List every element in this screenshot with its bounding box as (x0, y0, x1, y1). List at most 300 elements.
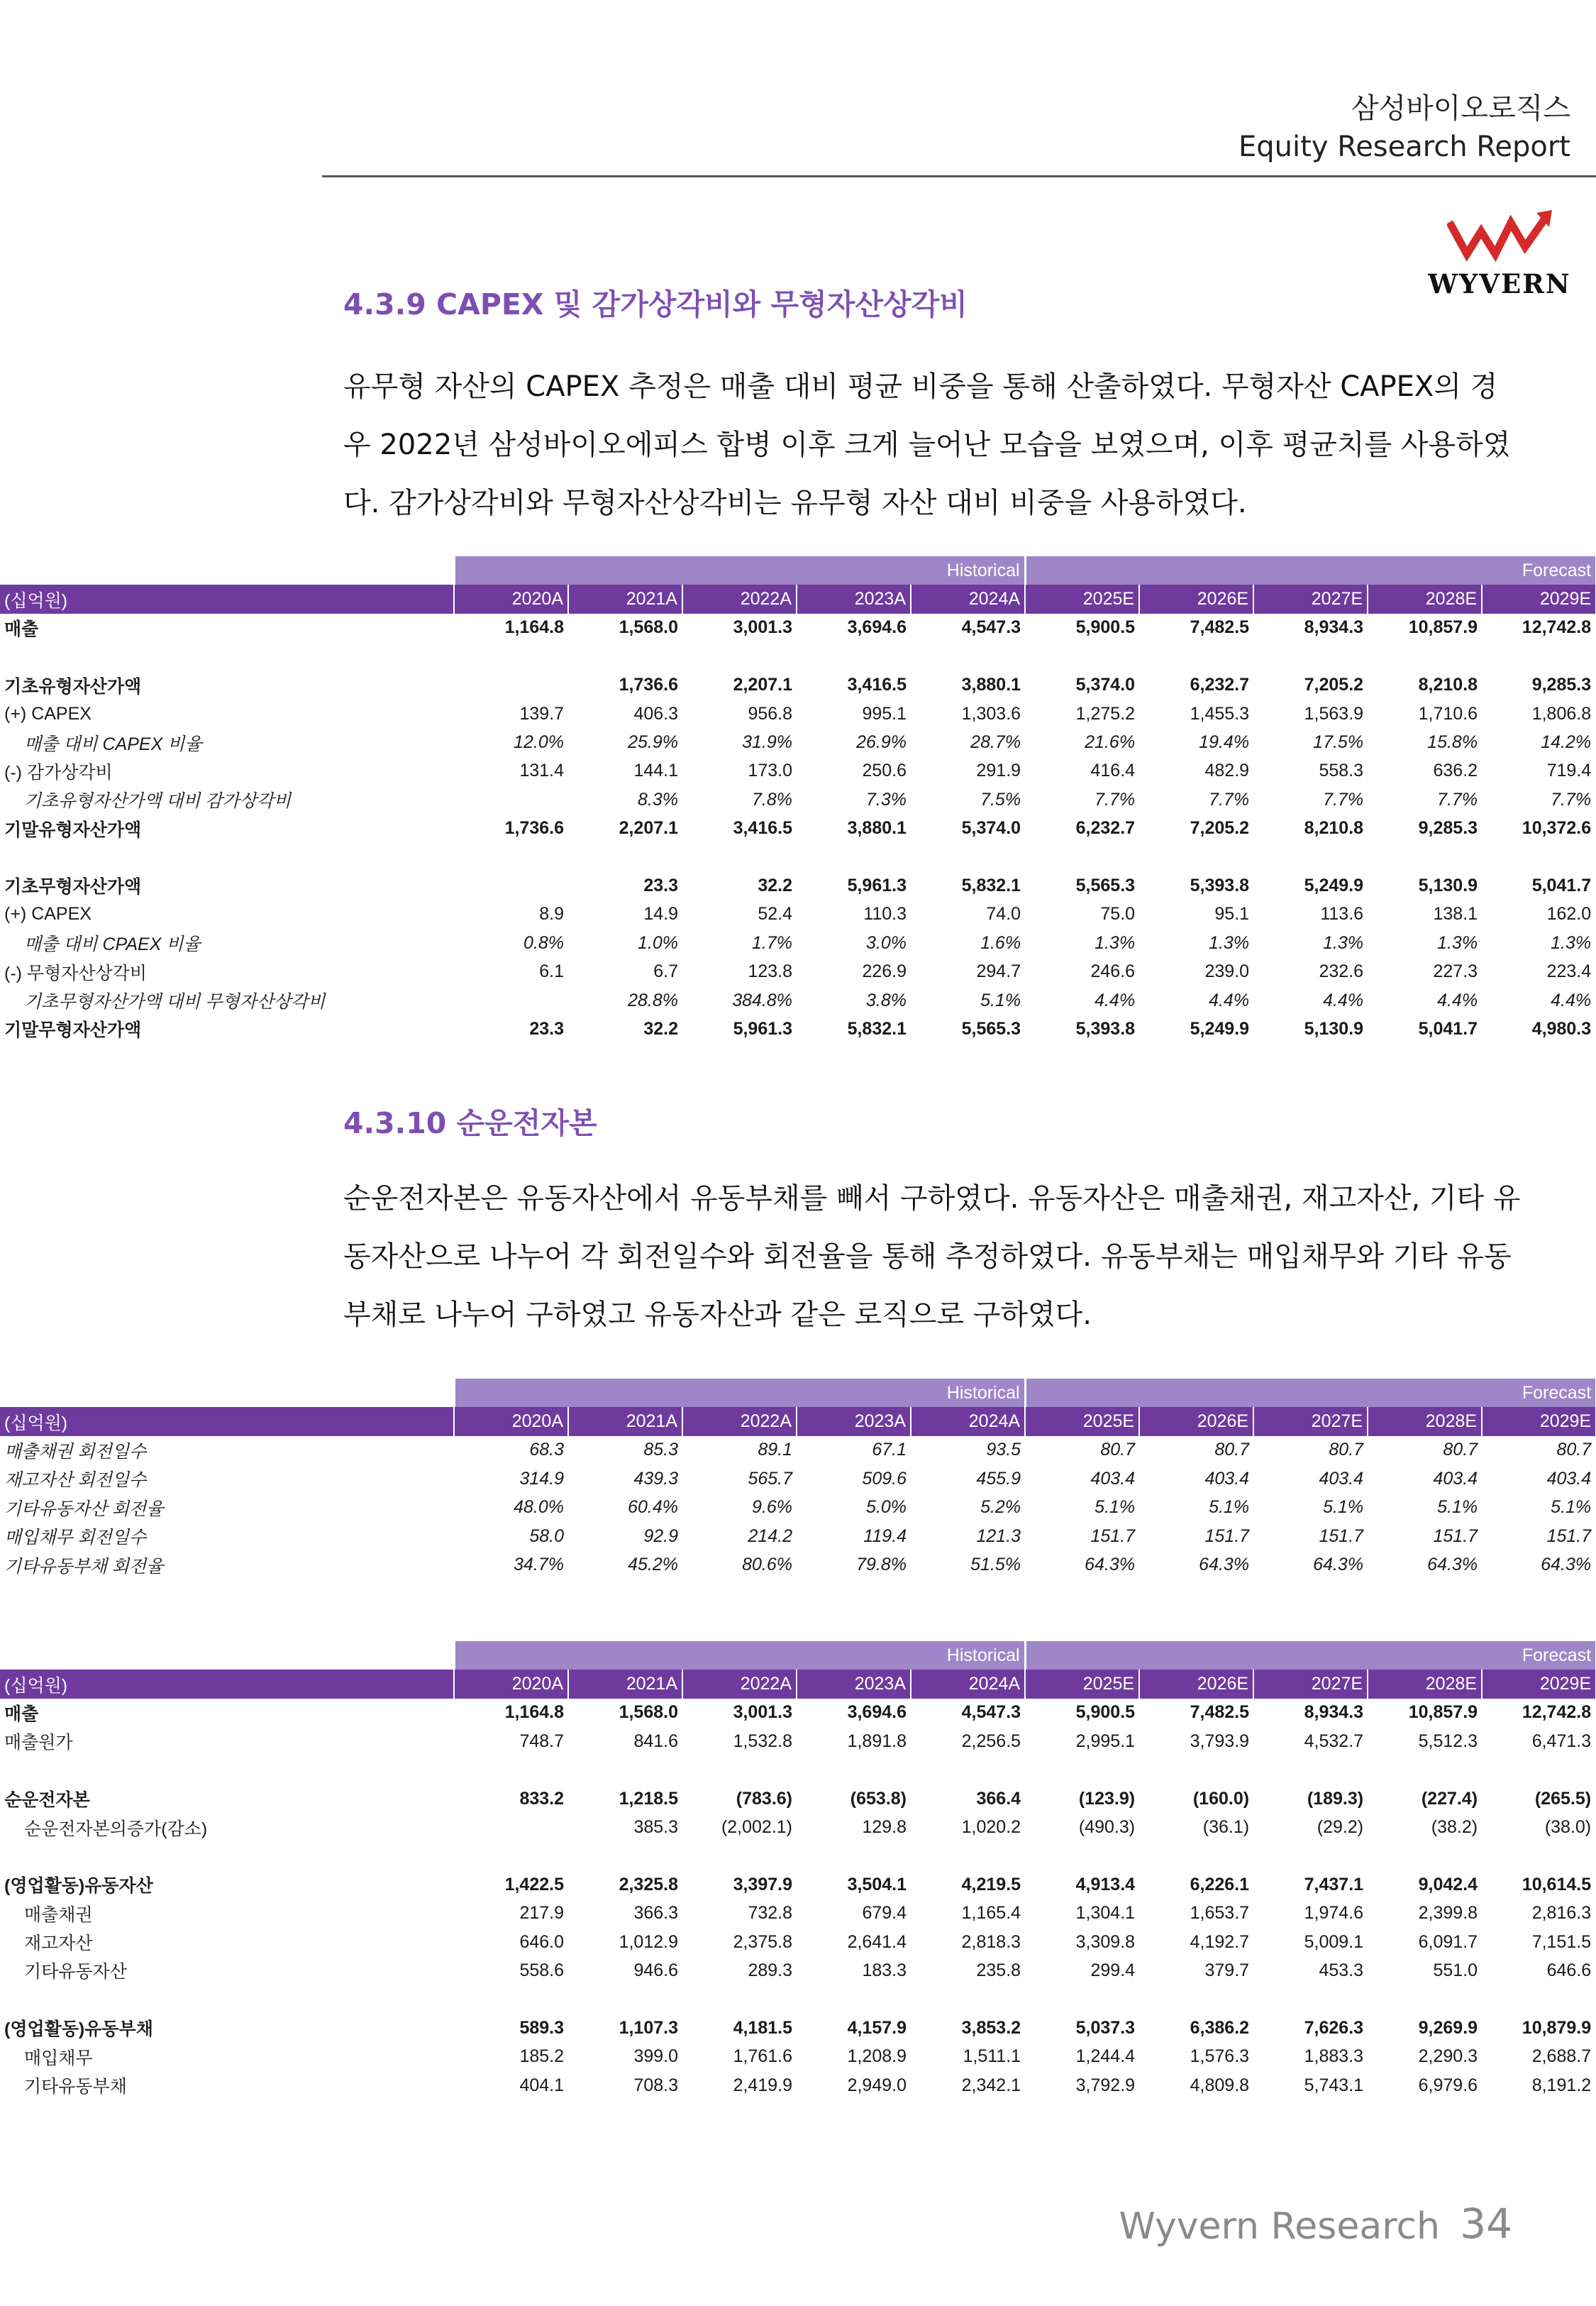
value-cell: 589.3 (519, 2017, 564, 2038)
value-cell: 110.3 (863, 904, 907, 925)
unit-label: (십억원) (0, 1407, 454, 1435)
value-cell: 1.0% (638, 932, 678, 953)
value-cell: 732.8 (748, 1903, 792, 1924)
value-cell: 4,547.3 (961, 617, 1021, 638)
value-cell: 1.7% (752, 932, 792, 953)
row-label: 기말유형자산가액 (4, 820, 142, 840)
value-cell: 9,285.3 (1531, 675, 1592, 695)
value-cell: 5,393.8 (1075, 1018, 1136, 1039)
value-cell: 232.6 (1319, 961, 1364, 982)
value-cell: 4,219.5 (961, 1874, 1021, 1894)
value-cell: 5,832.1 (847, 1018, 907, 1039)
value-cell (1139, 642, 1253, 671)
value-cell: 1,568.0 (619, 617, 678, 638)
blank-cell (0, 1641, 454, 1670)
value-cell: 64.3% (1427, 1555, 1478, 1575)
table-row (0, 1784, 1595, 1813)
value-cell: 80.6% (742, 1555, 792, 1575)
row-label: 매출 (4, 619, 39, 639)
value-cell: 3,416.5 (733, 818, 792, 839)
value-cell: 7.7% (1437, 789, 1478, 810)
value-cell: 123.8 (748, 961, 792, 982)
value-cell (1139, 843, 1253, 871)
value-cell: 8,191.2 (1531, 2075, 1592, 2095)
value-cell: 455.9 (976, 1468, 1021, 1489)
value-cell: 708.3 (633, 2075, 678, 2095)
value-cell (1139, 1985, 1253, 2014)
spacer-row (0, 843, 1595, 871)
table-row (0, 1899, 1595, 1928)
value-cell: 173.0 (748, 761, 792, 781)
value-cell (682, 1985, 797, 2014)
row-label: 기초무형자산가액 (4, 877, 142, 898)
value-cell: 4,547.3 (961, 1702, 1021, 1723)
value-cell: 5,037.3 (1075, 2017, 1136, 2038)
value-cell: 5,743.1 (1304, 2075, 1364, 2095)
year-cell: 2020A (454, 1407, 568, 1435)
value-cell (1368, 843, 1482, 871)
value-cell: 223.4 (1546, 961, 1592, 982)
row-label: 매출 (4, 1704, 39, 1724)
value-cell: 226.9 (862, 961, 907, 982)
value-cell (1139, 1756, 1253, 1784)
year-cell: 2025E (1025, 1407, 1139, 1435)
value-cell: 2,290.3 (1418, 2046, 1478, 2067)
table-row (0, 1550, 1595, 1579)
value-cell: 64.3% (1541, 1555, 1592, 1575)
value-cell: 558.3 (1319, 761, 1364, 781)
value-cell: (265.5) (1534, 1788, 1592, 1809)
value-cell: 2,399.8 (1418, 1903, 1478, 1924)
value-cell (1368, 1985, 1482, 2014)
working-capital-table (0, 1641, 1595, 2100)
forecast-header: Forecast (1025, 1641, 1595, 1670)
value-cell: 403.4 (1319, 1468, 1364, 1489)
value-cell: 4,157.9 (847, 2017, 907, 2038)
row-label (0, 1842, 454, 1870)
row-label (0, 642, 454, 671)
value-cell: 1,761.6 (733, 2046, 792, 2067)
value-cell (1025, 642, 1139, 671)
value-cell: 551.0 (1433, 1960, 1478, 1980)
table-row (0, 957, 1595, 986)
value-cell: 636.2 (1433, 761, 1478, 781)
value-cell: 3,793.9 (1190, 1731, 1250, 1751)
value-cell: 4,192.7 (1190, 1931, 1250, 1952)
value-cell: 646.0 (519, 1931, 564, 1952)
value-cell: (189.3) (1307, 1788, 1364, 1809)
row-label: 매출채권 회전일수 (4, 1441, 147, 1462)
value-cell (911, 1756, 1025, 1784)
value-cell: 14.9 (643, 904, 678, 925)
row-label: (-) 감가상각비 (4, 762, 113, 783)
value-cell: 4.4% (1323, 990, 1364, 1010)
value-cell: 294.7 (976, 961, 1021, 982)
value-cell: 1.3% (1437, 932, 1478, 953)
value-cell (568, 1985, 682, 2014)
value-cell: 7.3% (866, 789, 907, 810)
value-cell: 75.0 (1100, 904, 1136, 925)
value-cell (568, 1842, 682, 1870)
logo-text: WYVERN (1428, 268, 1571, 299)
value-cell: 1.6% (980, 932, 1021, 953)
table-year-header (0, 585, 1595, 613)
value-cell: (490.3) (1078, 1817, 1136, 1838)
value-cell: (653.8) (850, 1788, 907, 1809)
value-cell: 4,980.3 (1531, 1018, 1592, 1039)
year-cell: 2023A (797, 585, 911, 613)
value-cell: 7,482.5 (1190, 617, 1250, 638)
value-cell: 2,995.1 (1075, 1731, 1136, 1751)
value-cell: 80.7 (1556, 1440, 1592, 1460)
blank-cell (0, 1379, 454, 1407)
value-cell (682, 642, 797, 671)
row-label: (영업활동)유동부채 (4, 2019, 153, 2040)
unit-label: (십억원) (0, 585, 454, 613)
value-cell: 64.3% (1085, 1555, 1136, 1575)
value-cell: 28.7% (970, 732, 1021, 753)
table-row (0, 815, 1595, 843)
value-cell: 6,091.7 (1418, 1931, 1478, 1952)
value-cell: 5,374.0 (961, 818, 1021, 839)
value-cell: 956.8 (748, 703, 792, 724)
value-cell: 1,422.5 (504, 1874, 564, 1894)
value-cell: 1,806.8 (1531, 703, 1592, 724)
value-cell: 60.4% (628, 1497, 678, 1518)
value-cell (454, 1813, 568, 1841)
value-cell: 289.3 (748, 1960, 792, 1980)
value-cell: 406.3 (633, 703, 678, 724)
table-row (0, 757, 1595, 785)
value-cell: 5,565.3 (961, 1018, 1021, 1039)
row-label: (+) CAPEX (4, 703, 92, 724)
row-label: 기타유동부채 회전율 (4, 1556, 164, 1577)
value-cell: 235.8 (976, 1960, 1021, 1980)
spacer-row (0, 1756, 1595, 1784)
value-cell: 52.4 (758, 904, 792, 925)
row-label: 기초유형자산가액 대비 감가상각비 (24, 791, 292, 812)
year-cell: 2027E (1253, 1407, 1368, 1435)
value-cell: 1,275.2 (1075, 703, 1136, 724)
value-cell: 453.3 (1319, 1960, 1364, 1980)
row-label: 기초무형자산가액 대비 무형자산상각비 (24, 992, 326, 1013)
value-cell: 185.2 (519, 2046, 564, 2067)
table-row (0, 986, 1595, 1015)
value-cell: 5,009.1 (1304, 1931, 1364, 1952)
historical-header: Historical (454, 1641, 1025, 1670)
turnover-table (0, 1379, 1595, 1579)
value-cell: 26.9% (856, 732, 907, 753)
value-cell (454, 843, 568, 871)
value-cell: 0.8% (523, 932, 564, 953)
value-cell: 3,694.6 (847, 1702, 907, 1723)
value-cell (454, 986, 568, 1015)
value-cell: 3.0% (866, 932, 907, 953)
value-cell: 4.4% (1551, 990, 1592, 1010)
table-row (0, 1928, 1595, 1956)
value-cell: 2,375.8 (733, 1931, 792, 1952)
value-cell (682, 843, 797, 871)
value-cell: 679.4 (862, 1903, 907, 1924)
value-cell: 439.3 (633, 1468, 678, 1489)
footer-brand: Wyvern Research (1119, 2205, 1440, 2248)
table-row (0, 1494, 1595, 1522)
table-year-header (0, 1670, 1595, 1698)
table-group-header (0, 556, 1595, 585)
value-cell: 2,342.1 (961, 2075, 1021, 2095)
value-cell (682, 1842, 797, 1870)
value-cell: 1,304.1 (1075, 1903, 1136, 1924)
table-year-header (0, 1407, 1595, 1435)
value-cell (911, 642, 1025, 671)
year-cell: 2021A (568, 585, 682, 613)
value-cell: 719.4 (1546, 761, 1592, 781)
value-cell: 7.5% (980, 789, 1021, 810)
value-cell: 4,181.5 (733, 2017, 792, 2038)
value-cell: 1,568.0 (619, 1702, 678, 1723)
row-label: 기말무형자산가액 (4, 1020, 142, 1041)
value-cell: (36.1) (1202, 1817, 1250, 1838)
value-cell: 34.7% (514, 1555, 564, 1575)
value-cell: 2,816.3 (1531, 1903, 1592, 1924)
table-row (0, 614, 1595, 642)
value-cell: 3,001.3 (733, 1702, 792, 1723)
row-label: 매출채권 (24, 1904, 93, 1925)
historical-header: Historical (454, 556, 1025, 585)
value-cell: 1,165.4 (961, 1903, 1021, 1924)
value-cell: 3,309.8 (1075, 1931, 1136, 1952)
table-row (0, 1436, 1595, 1464)
value-cell (1368, 1756, 1482, 1784)
value-cell: 151.7 (1319, 1526, 1364, 1546)
value-cell: 80.7 (1329, 1440, 1364, 1460)
wyvern-logo (1422, 210, 1578, 298)
value-cell (454, 785, 568, 814)
table-group-header (0, 1379, 1595, 1407)
value-cell: 5,041.7 (1531, 875, 1592, 895)
value-cell (1482, 1842, 1595, 1870)
value-cell: 12,742.8 (1522, 1702, 1592, 1723)
section-paragraph-nwc: 순운전자본은 유동자산에서 유동부채를 빼서 구하였다. 유동자산은 매출채권, 재고자산, 기타 유동자산으로 나누어 각 회전일수와 회전율을 통해 추정하였다. 유동부채는 매입채무와 기타 유동부채로 나누어 구하였고 유동자산과 같은 로직으로 구하였다. (343, 1182, 1521, 1331)
value-cell: 183.3 (862, 1960, 907, 1980)
value-cell: 1,511.1 (963, 2046, 1021, 2067)
value-cell: 10,879.9 (1522, 2017, 1592, 2038)
year-cell: 2024A (911, 1407, 1025, 1435)
value-cell: 5,374.0 (1075, 675, 1136, 695)
value-cell: 2,949.0 (847, 2075, 907, 2095)
value-cell: 12,742.8 (1522, 617, 1592, 638)
value-cell (568, 843, 682, 871)
value-cell (1025, 1756, 1139, 1784)
value-cell: 51.5% (970, 1555, 1021, 1575)
header-divider (322, 175, 1596, 177)
year-cell: 2022A (682, 1670, 797, 1698)
row-label: 매출 대비 CPAEX 비율 (24, 934, 201, 955)
value-cell: 151.7 (1090, 1526, 1136, 1546)
value-cell: 162.0 (1546, 904, 1592, 925)
value-cell: 646.6 (1546, 1960, 1592, 1980)
row-label: 기타유동자산 (24, 1962, 127, 1982)
table-row (0, 2042, 1595, 2070)
value-cell: 404.1 (519, 2075, 564, 2095)
value-cell: 15.8% (1427, 732, 1478, 753)
value-cell: 246.6 (1090, 961, 1136, 982)
value-cell: 385.3 (633, 1817, 678, 1838)
value-cell (454, 1842, 568, 1870)
value-cell: 995.1 (862, 703, 907, 724)
spacer-row (0, 1985, 1595, 2014)
value-cell: 565.7 (748, 1468, 792, 1489)
year-cell: 2026E (1139, 585, 1253, 613)
report-header (1238, 89, 1570, 166)
table-row (0, 1956, 1595, 1985)
value-cell: 3.8% (866, 990, 907, 1010)
value-cell (682, 1756, 797, 1784)
value-cell: 8,934.3 (1304, 1702, 1364, 1723)
value-cell: 10,372.6 (1522, 818, 1592, 839)
value-cell (911, 1842, 1025, 1870)
value-cell: 1,974.6 (1304, 1903, 1364, 1924)
section-title-nwc: 4.3.10 순운전자본 (343, 1106, 597, 1140)
year-cell: 2021A (568, 1407, 682, 1435)
year-cell: 2026E (1139, 1670, 1253, 1698)
value-cell (1482, 843, 1595, 871)
value-cell: 131.4 (519, 761, 564, 781)
value-cell: 1,107.3 (619, 2017, 678, 2038)
table-row (0, 671, 1595, 700)
value-cell (797, 1842, 911, 1870)
value-cell (797, 642, 911, 671)
row-label: 매입채무 회전일수 (4, 1528, 147, 1548)
year-cell: 2028E (1368, 1407, 1482, 1435)
value-cell: 19.4% (1199, 732, 1250, 753)
value-cell (1253, 1756, 1368, 1784)
year-cell: 2027E (1253, 585, 1368, 613)
year-cell: 2028E (1368, 585, 1482, 613)
table-row (0, 871, 1595, 900)
value-cell: 5,130.9 (1304, 1018, 1364, 1039)
value-cell: 6.1 (539, 961, 564, 982)
value-cell: 841.6 (633, 1731, 678, 1751)
value-cell (797, 1985, 911, 2014)
value-cell: 6,979.6 (1418, 2075, 1478, 2095)
table-row (0, 1870, 1595, 1899)
value-cell: 7.7% (1323, 789, 1364, 810)
value-cell (454, 871, 568, 900)
year-cell: 2022A (682, 585, 797, 613)
value-cell: 403.4 (1433, 1468, 1478, 1489)
row-label (0, 843, 454, 871)
value-cell: 2,207.1 (619, 818, 678, 839)
value-cell: 1,576.3 (1190, 2046, 1250, 2067)
table-row (0, 2071, 1595, 2100)
value-cell: 1,736.6 (619, 675, 678, 695)
value-cell: 403.4 (1090, 1468, 1136, 1489)
year-cell: 2020A (454, 1670, 568, 1698)
value-cell: 7.7% (1095, 789, 1136, 810)
forecast-header: Forecast (1025, 556, 1595, 585)
value-cell (797, 1756, 911, 1784)
value-cell: 384.8% (732, 990, 792, 1010)
value-cell (568, 642, 682, 671)
value-cell: 9,285.3 (1418, 818, 1478, 839)
value-cell: 2,818.3 (961, 1931, 1021, 1952)
value-cell: 80.7 (1443, 1440, 1478, 1460)
value-cell: 2,207.1 (733, 675, 792, 695)
value-cell: 8,934.3 (1304, 617, 1364, 638)
value-cell: 6,386.2 (1190, 2017, 1250, 2038)
value-cell: 5.2% (980, 1497, 1021, 1518)
value-cell: 58.0 (529, 1526, 564, 1546)
value-cell: 509.6 (862, 1468, 907, 1489)
value-cell: 32.2 (643, 1018, 678, 1039)
value-cell: (38.2) (1431, 1817, 1478, 1838)
historical-header: Historical (454, 1379, 1025, 1407)
value-cell: 5,512.3 (1418, 1731, 1478, 1751)
row-label: (+) CAPEX (4, 904, 92, 925)
value-cell (1025, 1985, 1139, 2014)
value-cell: 48.0% (514, 1497, 564, 1518)
value-cell: 7.7% (1551, 789, 1592, 810)
value-cell: 1,736.6 (504, 818, 564, 839)
value-cell: 8,210.8 (1418, 675, 1478, 695)
value-cell (1253, 642, 1368, 671)
value-cell: 748.7 (519, 1731, 564, 1751)
value-cell: 14.2% (1541, 732, 1592, 753)
value-cell: 74.0 (986, 904, 1021, 925)
value-cell: 7,482.5 (1190, 1702, 1250, 1723)
value-cell: 1,208.9 (847, 2046, 907, 2067)
value-cell: 5,249.9 (1304, 875, 1364, 895)
value-cell: 10,614.5 (1522, 1874, 1592, 1894)
value-cell: 79.8% (856, 1555, 907, 1575)
value-cell: 5,249.9 (1190, 1018, 1250, 1039)
value-cell: 1,710.6 (1418, 703, 1478, 724)
value-cell: 1,012.9 (619, 1931, 678, 1952)
table-group-header (0, 1641, 1595, 1670)
value-cell: 5.1% (1551, 1497, 1592, 1518)
value-cell: 403.4 (1546, 1468, 1592, 1489)
value-cell: 1,891.8 (847, 1731, 907, 1751)
value-cell: 12.0% (514, 732, 564, 753)
section-title-capex: 4.3.9 CAPEX 및 감가상각비와 무형자산상각비 (343, 287, 968, 321)
value-cell: 10,857.9 (1408, 617, 1478, 638)
value-cell: 1,164.8 (504, 1702, 564, 1723)
value-cell: 399.0 (633, 2046, 678, 2067)
value-cell: (38.0) (1544, 1817, 1592, 1838)
year-cell: 2029E (1482, 1407, 1595, 1435)
year-cell: 2024A (911, 1670, 1025, 1698)
table-row (0, 785, 1595, 814)
value-cell (1253, 1842, 1368, 1870)
value-cell: 67.1 (872, 1440, 907, 1460)
value-cell: 5.1% (1095, 1497, 1136, 1518)
value-cell (911, 1985, 1025, 2014)
section-paragraph-capex: 유무형 자산의 CAPEX 추정은 매출 대비 평균 비중을 통해 산출하였다. 무형자산 CAPEX의 경우 2022년 삼성바이오에피스 합병 이후 크게 늘어난 모습을 보였으며, 이후 평균치를 사용하였다. 감가상각비와 무형자산상각비는 유무형 자산 대비 비중을 사용하였다. (343, 370, 1511, 519)
page-number: 34 (1460, 2200, 1512, 2248)
row-label: 순운전자본 (4, 1790, 90, 1811)
year-cell: 2026E (1139, 1407, 1253, 1435)
value-cell: 1,532.8 (733, 1731, 792, 1751)
value-cell: 80.7 (1100, 1440, 1136, 1460)
value-cell: 151.7 (1433, 1526, 1478, 1546)
company-name: 삼성바이오로직스 (1351, 92, 1570, 125)
table-row (0, 1015, 1595, 1043)
row-label: (영업활동)유동자산 (4, 1876, 153, 1897)
value-cell: 946.6 (633, 1960, 678, 1980)
value-cell: 121.3 (976, 1526, 1021, 1546)
value-cell: 7,205.2 (1304, 675, 1364, 695)
